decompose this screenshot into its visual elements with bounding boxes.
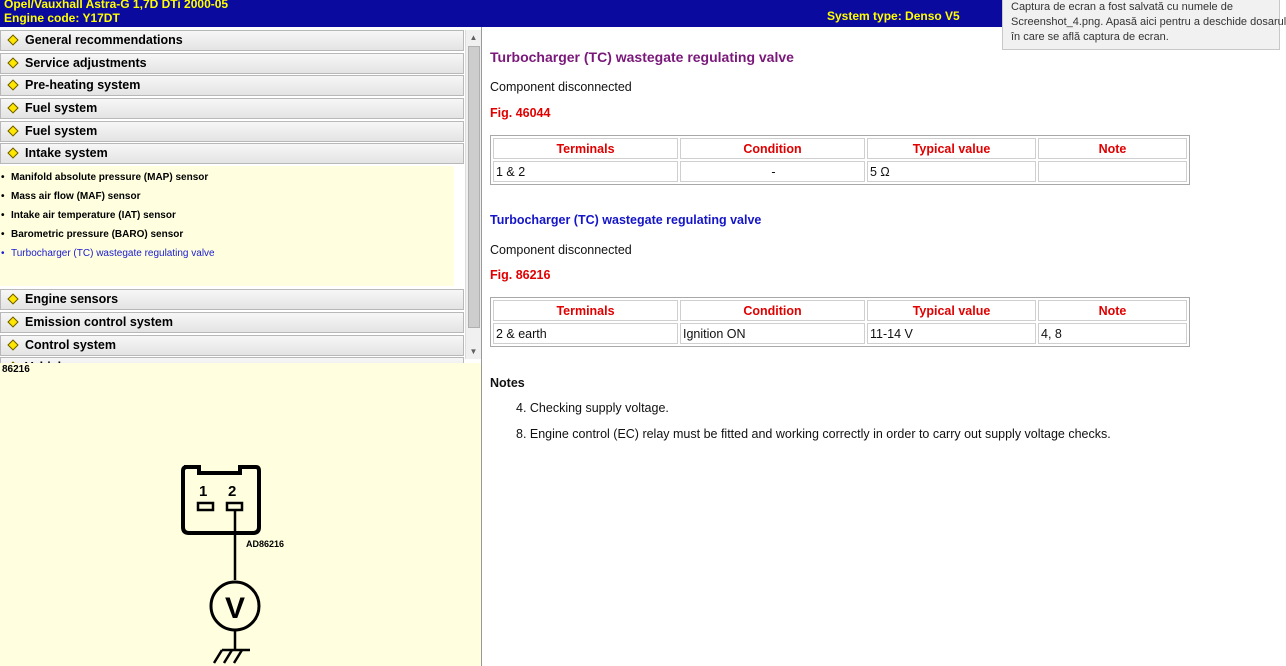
page-title: Turbocharger (TC) wastegate regulating valve bbox=[490, 49, 794, 65]
cell-terminals: 1 & 2 bbox=[493, 161, 678, 182]
content-panel bbox=[483, 27, 1280, 666]
menu-item-service-adjustments[interactable] bbox=[0, 53, 464, 74]
column-header-terminals: Terminals bbox=[493, 300, 678, 321]
menu-item-intake-system[interactable] bbox=[0, 143, 464, 164]
menu-scrollbar[interactable] bbox=[465, 30, 481, 359]
pin-1-label: 1 bbox=[199, 483, 208, 500]
table-row bbox=[493, 161, 1187, 182]
diamond-icon bbox=[7, 339, 18, 350]
menu-item-pre-heating-system[interactable] bbox=[0, 75, 464, 96]
column-header-condition: Condition bbox=[680, 138, 865, 159]
menu-item-engine-sensors[interactable] bbox=[0, 289, 464, 310]
notes-heading: Notes bbox=[490, 376, 525, 390]
notification-line-1: Captura de ecran a fost salvată cu numele de bbox=[1011, 1, 1233, 13]
scrollbar-thumb[interactable] bbox=[468, 46, 480, 328]
pane-divider[interactable] bbox=[481, 27, 482, 666]
menu-item-fuel-system-2[interactable] bbox=[0, 121, 464, 142]
menu-item-label: Engine sensors bbox=[25, 292, 119, 307]
column-header-condition: Condition bbox=[680, 300, 865, 321]
diamond-icon bbox=[7, 34, 18, 45]
menu-item-label: Control system bbox=[25, 337, 116, 352]
table-header-row bbox=[493, 300, 1187, 321]
diamond-icon bbox=[7, 80, 18, 91]
values-table-2 bbox=[490, 297, 1190, 347]
system-type: System type: Denso V5 bbox=[827, 9, 960, 23]
intake-system-submenu bbox=[0, 166, 454, 286]
notification-line-2: Screenshot_4.png. Apasă aici pentru a deschide dosarul bbox=[1011, 16, 1286, 28]
scroll-up-arrow-icon[interactable]: ▲ bbox=[469, 33, 478, 42]
cell-typical-value: 11-14 V bbox=[867, 323, 1036, 344]
menu-item-label: Service adjustments bbox=[25, 55, 147, 70]
note-item: 4. Checking supply voltage. bbox=[516, 401, 669, 415]
menu-item-label: Emission control system bbox=[25, 314, 173, 329]
connector-icon bbox=[183, 467, 259, 533]
section-subtitle: Turbocharger (TC) wastegate regulating valve bbox=[490, 213, 762, 227]
submenu-item-iat-sensor[interactable]: • Intake air temperature (IAT) sensor bbox=[0, 206, 454, 225]
table-row bbox=[493, 323, 1187, 344]
column-header-typical-value: Typical value bbox=[867, 138, 1036, 159]
cell-note: 4, 8 bbox=[1038, 323, 1187, 344]
scroll-down-arrow-icon[interactable]: ▼ bbox=[469, 347, 478, 356]
cell-condition: Ignition ON bbox=[680, 323, 865, 344]
values-table-1 bbox=[490, 135, 1190, 185]
notification-line-3: în care se află captura de ecran. bbox=[1011, 31, 1169, 43]
pin-2-label: 2 bbox=[228, 483, 237, 500]
cell-note bbox=[1038, 161, 1187, 182]
diamond-icon bbox=[7, 148, 18, 159]
diamond-icon bbox=[7, 57, 18, 68]
menu-item-label: Pre-heating system bbox=[25, 78, 141, 93]
submenu-item-maf-sensor[interactable]: • Mass air flow (MAF) sensor bbox=[0, 187, 454, 206]
cell-condition: - bbox=[680, 161, 865, 182]
submenu-item-tc-wastegate-valve[interactable]: • Turbocharger (TC) wastegate regulating valve bbox=[0, 244, 454, 263]
diagram-code: AD86216 bbox=[246, 539, 285, 549]
menu-item-control-system[interactable] bbox=[0, 335, 464, 356]
ground-icon bbox=[214, 650, 250, 663]
submenu-item-map-sensor[interactable]: • Manifold absolute pressure (MAP) sensor bbox=[0, 168, 454, 187]
cell-typical-value: 5 Ω bbox=[867, 161, 1036, 182]
menu-item-label: Intake system bbox=[25, 146, 108, 161]
diamond-icon bbox=[7, 125, 18, 136]
diamond-icon bbox=[7, 316, 18, 327]
cell-terminals: 2 & earth bbox=[493, 323, 678, 344]
vehicle-title: Opel/Vauxhall Astra-G 1,7D DTi 2000-05 bbox=[4, 0, 229, 11]
diamond-icon bbox=[7, 293, 18, 304]
component-status-1: Component disconnected bbox=[490, 80, 632, 94]
figure-link-1[interactable]: Fig. 46044 bbox=[490, 106, 551, 120]
meter-symbol: V bbox=[224, 592, 246, 625]
column-header-typical-value: Typical value bbox=[867, 300, 1036, 321]
figure-link-2[interactable]: Fig. 86216 bbox=[490, 268, 551, 282]
menu-item-fuel-system-1[interactable] bbox=[0, 98, 464, 119]
note-item: 8. Engine control (EC) relay must be fitted and working correctly in order to carry out supply voltage checks. bbox=[516, 427, 1111, 441]
figure-pane bbox=[0, 363, 482, 666]
submenu-item-baro-sensor[interactable]: • Barometric pressure (BARO) sensor bbox=[0, 225, 454, 244]
column-header-note: Note bbox=[1038, 300, 1187, 321]
table-header-row bbox=[493, 138, 1187, 159]
diamond-icon bbox=[7, 102, 18, 113]
menu-item-emission-control-system[interactable] bbox=[0, 312, 464, 333]
left-panel bbox=[0, 27, 482, 666]
component-status-2: Component disconnected bbox=[490, 243, 632, 257]
menu-item-label: General recommendations bbox=[25, 33, 183, 47]
column-header-terminals: Terminals bbox=[493, 138, 678, 159]
menu-item-general-recommendations[interactable] bbox=[0, 30, 464, 51]
wiring-diagram bbox=[0, 363, 482, 666]
engine-code: Engine code: Y17DT bbox=[4, 11, 120, 25]
menu-item-label: Fuel system bbox=[25, 123, 98, 138]
column-header-note: Note bbox=[1038, 138, 1187, 159]
menu-item-label: Fuel system bbox=[25, 101, 98, 116]
figure-number: 86216 bbox=[2, 364, 30, 375]
navigation-menu bbox=[0, 30, 464, 361]
